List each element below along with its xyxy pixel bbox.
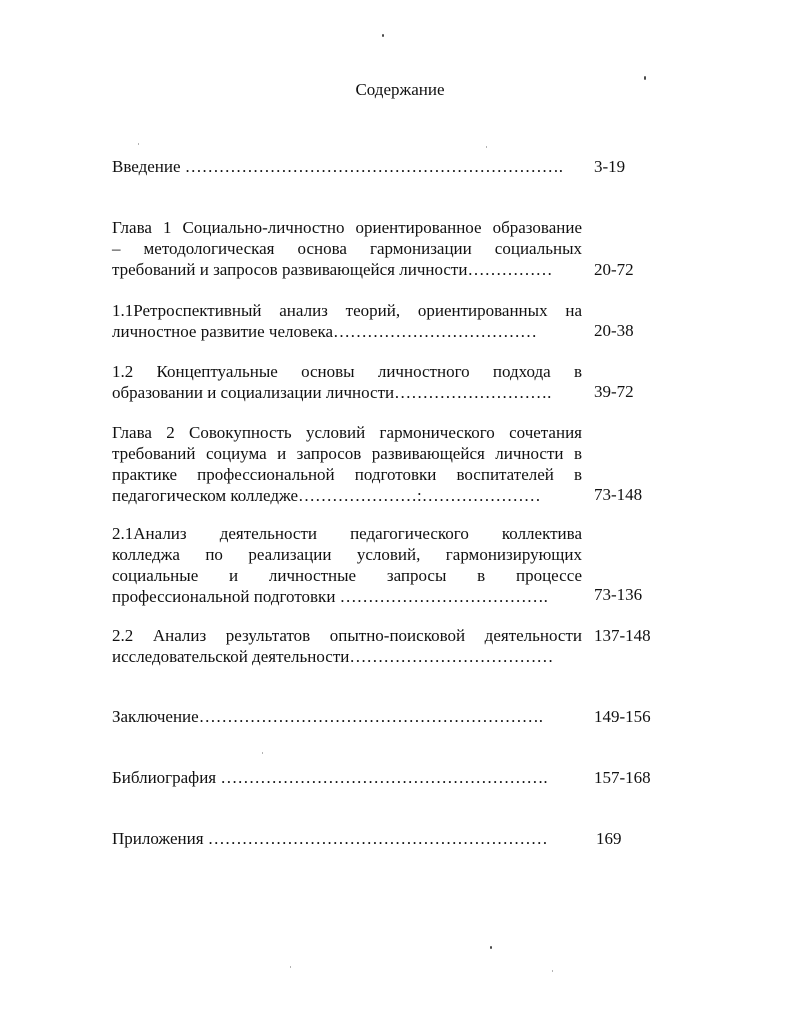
toc-line: – методологическая основа гармонизации социальных	[112, 239, 582, 258]
toc-page-range: 169	[596, 829, 622, 848]
page-title: Содержание	[355, 80, 445, 99]
toc-entry-bibliography[interactable]	[112, 767, 582, 788]
toc-entry-section-1-2[interactable]	[112, 361, 582, 403]
toc-line: профессиональной подготовки ……………………………….	[112, 587, 548, 606]
toc-line: Библиография ………………………………………………….	[112, 768, 548, 787]
toc-line: исследовательской деятельности………………………………	[112, 647, 554, 666]
toc-entry-text	[112, 300, 582, 342]
toc-entry-chapter-2[interactable]	[112, 422, 582, 506]
toc-line: социальные и личностные запросы в процессе	[112, 566, 582, 585]
toc-entry-chapter-1[interactable]	[112, 217, 582, 280]
toc-line: личностное развитие человека………………………………	[112, 322, 538, 341]
toc-entry-text	[112, 156, 582, 177]
toc-entry-section-2-1[interactable]	[112, 523, 582, 607]
toc-line: 1.2 Концептуальные основы личностного подхода в	[112, 362, 582, 381]
toc-line: Введение ………………………………………………………….	[112, 157, 564, 176]
toc-entry-text	[112, 828, 582, 849]
toc-line: Глава 1 Социально-личностно ориентированное образование	[112, 218, 582, 237]
toc-line: требований и запросов развивающейся личности……………	[112, 260, 553, 279]
toc-page-range: 20-38	[594, 321, 634, 340]
scan-speck	[486, 146, 487, 148]
toc-entry-introduction[interactable]	[112, 156, 582, 177]
toc-page-range: 20-72	[594, 260, 634, 279]
toc-entry-section-2-2[interactable]	[112, 625, 582, 667]
toc-line: Заключение…………………………………………………….	[112, 707, 543, 726]
toc-line: педагогическом колледже…………………:…………………	[112, 486, 541, 505]
toc-line: практике профессиональной подготовки воспитателей в	[112, 465, 582, 484]
toc-entry-conclusion[interactable]	[112, 706, 582, 727]
toc-page-range: 149-156	[594, 707, 651, 726]
toc-entry-section-1-1[interactable]	[112, 300, 582, 342]
toc-entry-text	[112, 706, 582, 727]
scan-speck	[490, 946, 492, 949]
toc-line: 1.1Ретроспективный анализ теорий, ориентированных на	[112, 301, 582, 320]
toc-entry-text	[112, 422, 582, 506]
toc-page-range: 73-136	[594, 585, 643, 604]
toc-entry-text	[112, 523, 582, 607]
scan-speck	[552, 970, 553, 972]
scan-speck	[644, 76, 646, 80]
toc-page-range: 73-148	[594, 485, 643, 504]
toc-entry-text	[112, 361, 582, 403]
scan-speck	[382, 34, 384, 37]
toc-entry-appendices[interactable]	[112, 828, 582, 849]
toc-line: требований социума и запросов развивающейся личности в	[112, 444, 582, 463]
toc-line: Приложения ……………………………………………………	[112, 829, 548, 848]
toc-line: образовании и социализации личности……………………….	[112, 383, 552, 402]
scan-speck	[262, 752, 263, 754]
toc-entry-text	[112, 767, 582, 788]
toc-page-range: 137-148	[594, 626, 651, 645]
toc-line: Глава 2 Совокупность условий гармонического сочетания	[112, 423, 582, 442]
toc-line: 2.1Анализ деятельности педагогического коллектива	[112, 524, 582, 543]
toc-entry-text	[112, 625, 582, 667]
toc-entry-text	[112, 217, 582, 280]
toc-line: 2.2 Анализ результатов опытно-поисковой деятельности	[112, 626, 582, 645]
toc-page-range: 157-168	[594, 768, 651, 787]
toc-page-range: 39-72	[594, 382, 634, 401]
scan-speck	[290, 966, 291, 968]
scan-speck	[138, 143, 139, 145]
toc-page-range: 3-19	[594, 157, 626, 176]
toc-line: колледжа по реализации условий, гармонизирующих	[112, 545, 582, 564]
